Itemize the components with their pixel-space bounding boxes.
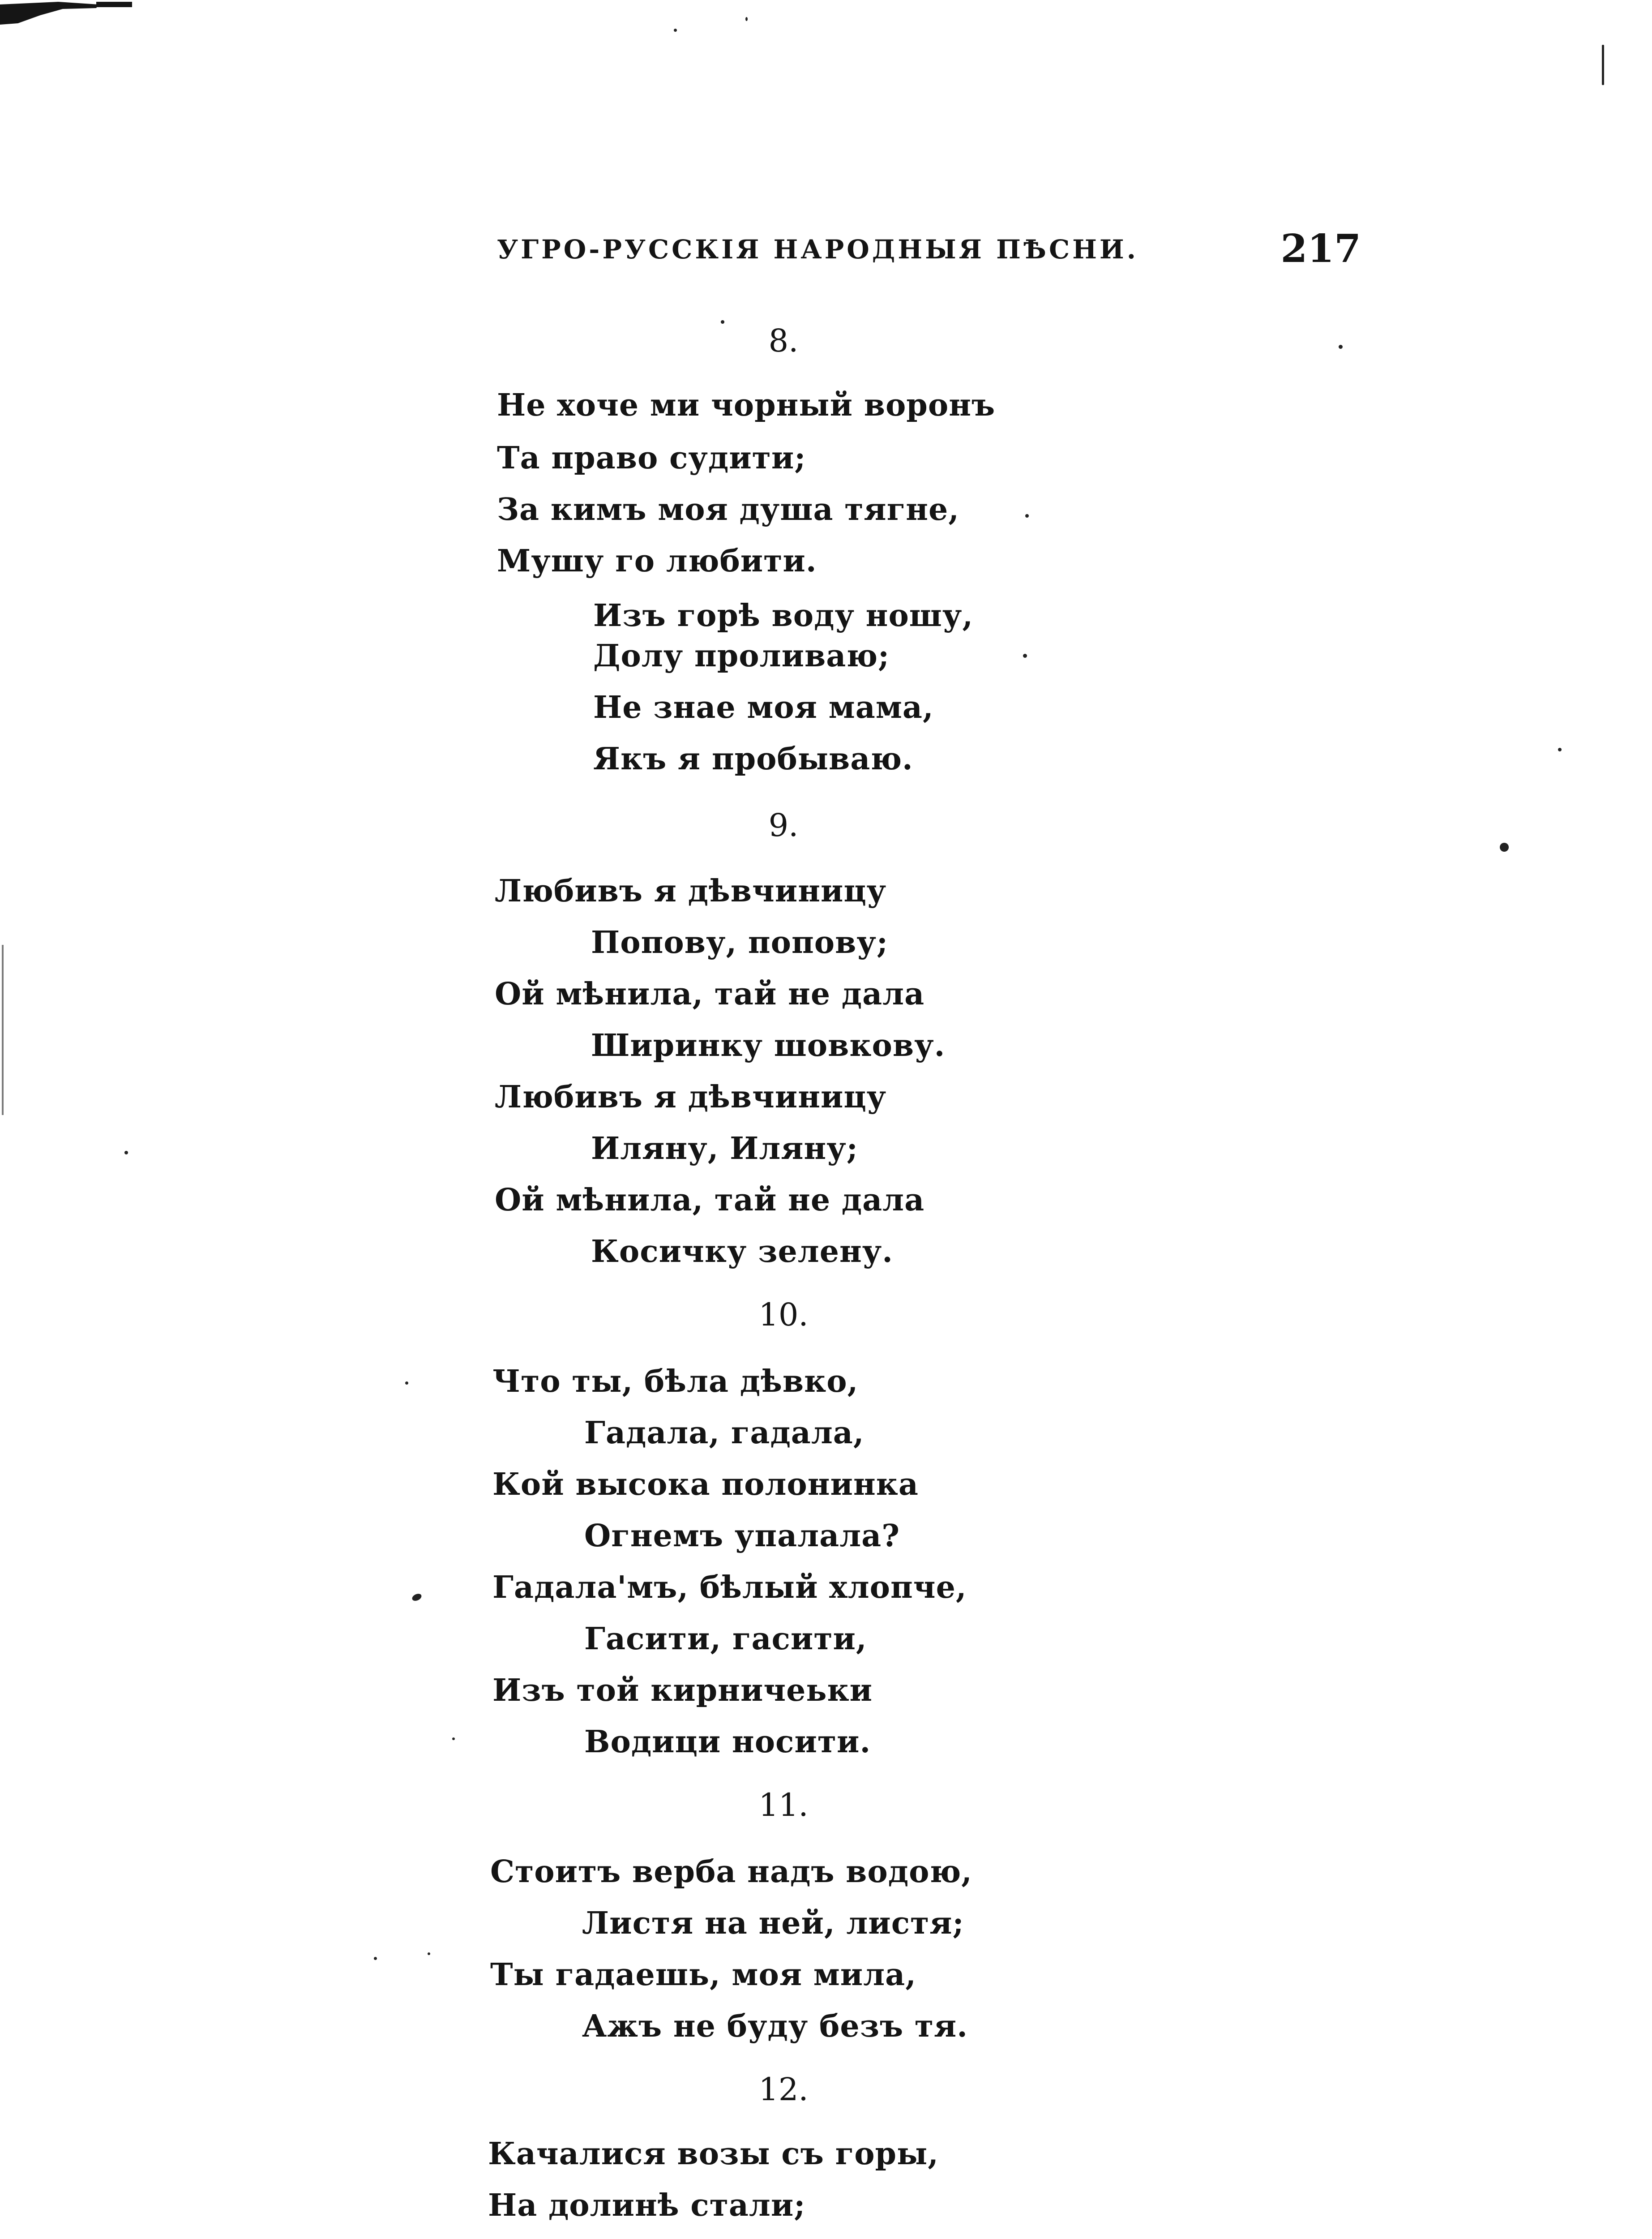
scan-speck	[428, 1952, 430, 1955]
scan-speck	[405, 1381, 408, 1385]
verse-line: Ой мѣнила, тай не дала	[495, 1182, 925, 1218]
verse-line: Кой высока полонинка	[492, 1467, 919, 1502]
verse-line: Изъ той кирничеьки	[492, 1673, 873, 1708]
scan-speck	[411, 1592, 423, 1602]
scan-speck	[745, 17, 748, 21]
scan-speck	[1339, 345, 1343, 349]
verse-line: Любивъ я дѣвчиницу	[495, 1079, 887, 1115]
verse-line: Гадала, гадала,	[584, 1415, 865, 1451]
running-head	[497, 226, 1361, 271]
verse-line: Стоитъ верба надъ водою,	[490, 1854, 972, 1890]
verse-line: Ой мѣнила, тай не дала	[495, 976, 925, 1012]
verse-line: Гасити, гасити,	[584, 1621, 867, 1657]
verse-line: Водици носити.	[584, 1724, 871, 1760]
verse-line: Иляну, Иляну;	[591, 1131, 858, 1167]
verse-line: Листя на ней, листя;	[582, 1905, 964, 1941]
verse-line: На долинѣ стали;	[488, 2188, 806, 2223]
running-title: УГРО-РУССКІЯ НАРОДНЫЯ ПѢСНИ.	[497, 234, 1138, 265]
scan-edge-line	[2, 945, 4, 1115]
scan-speck	[374, 1957, 377, 1960]
verse-line: Та право судити;	[497, 440, 806, 476]
poem-number: 11.	[758, 1787, 809, 1823]
verse-line: Ты гадаешь, моя мила,	[490, 1957, 916, 1993]
scan-speck	[674, 29, 677, 32]
verse-line: Мушу го любити.	[497, 543, 817, 579]
verse-line: Любивъ я дѣвчиницу	[495, 873, 887, 909]
verse-line: За кимъ моя душа тягне,	[497, 492, 959, 528]
verse-line: Что ты, бѣла дѣвко,	[492, 1364, 859, 1399]
verse-line: Гадала'мъ, бѣлый хлопче,	[492, 1570, 967, 1605]
scan-speck	[1500, 843, 1509, 852]
scan-speck	[124, 1151, 128, 1154]
scan-speck	[1023, 654, 1027, 658]
verse-line: Качалися возы съ горы,	[488, 2136, 939, 2172]
verse-line: Не хоче ми чорный воронъ	[497, 387, 996, 423]
verse-line: Огнемъ упалала?	[584, 1518, 900, 1554]
scan-speck	[452, 1737, 455, 1740]
verse-line: Ширинку шовкову.	[591, 1028, 946, 1064]
verse-line: Ажъ не буду безъ тя.	[582, 2008, 968, 2044]
verse-line: Попову, попову;	[591, 925, 888, 961]
scan-corner-mark	[0, 0, 134, 25]
poem-number: 12.	[758, 2071, 809, 2108]
scan-speck	[1558, 748, 1562, 751]
page-number: 217	[1280, 226, 1361, 271]
scan-speck	[1602, 45, 1604, 85]
verse-line: Косичку зелену.	[591, 1234, 893, 1270]
poem-number: 9.	[768, 807, 799, 844]
poem-number: 10.	[758, 1296, 809, 1333]
verse-line: Не знае моя мама,	[593, 690, 934, 725]
verse-line: Изъ горѣ воду ношу,	[593, 598, 974, 634]
scan-speck	[1025, 514, 1029, 518]
verse-line: Якъ я пробываю.	[593, 741, 913, 777]
poem-number: 8.	[768, 322, 799, 359]
verse-line: Долу проливаю;	[593, 638, 890, 674]
